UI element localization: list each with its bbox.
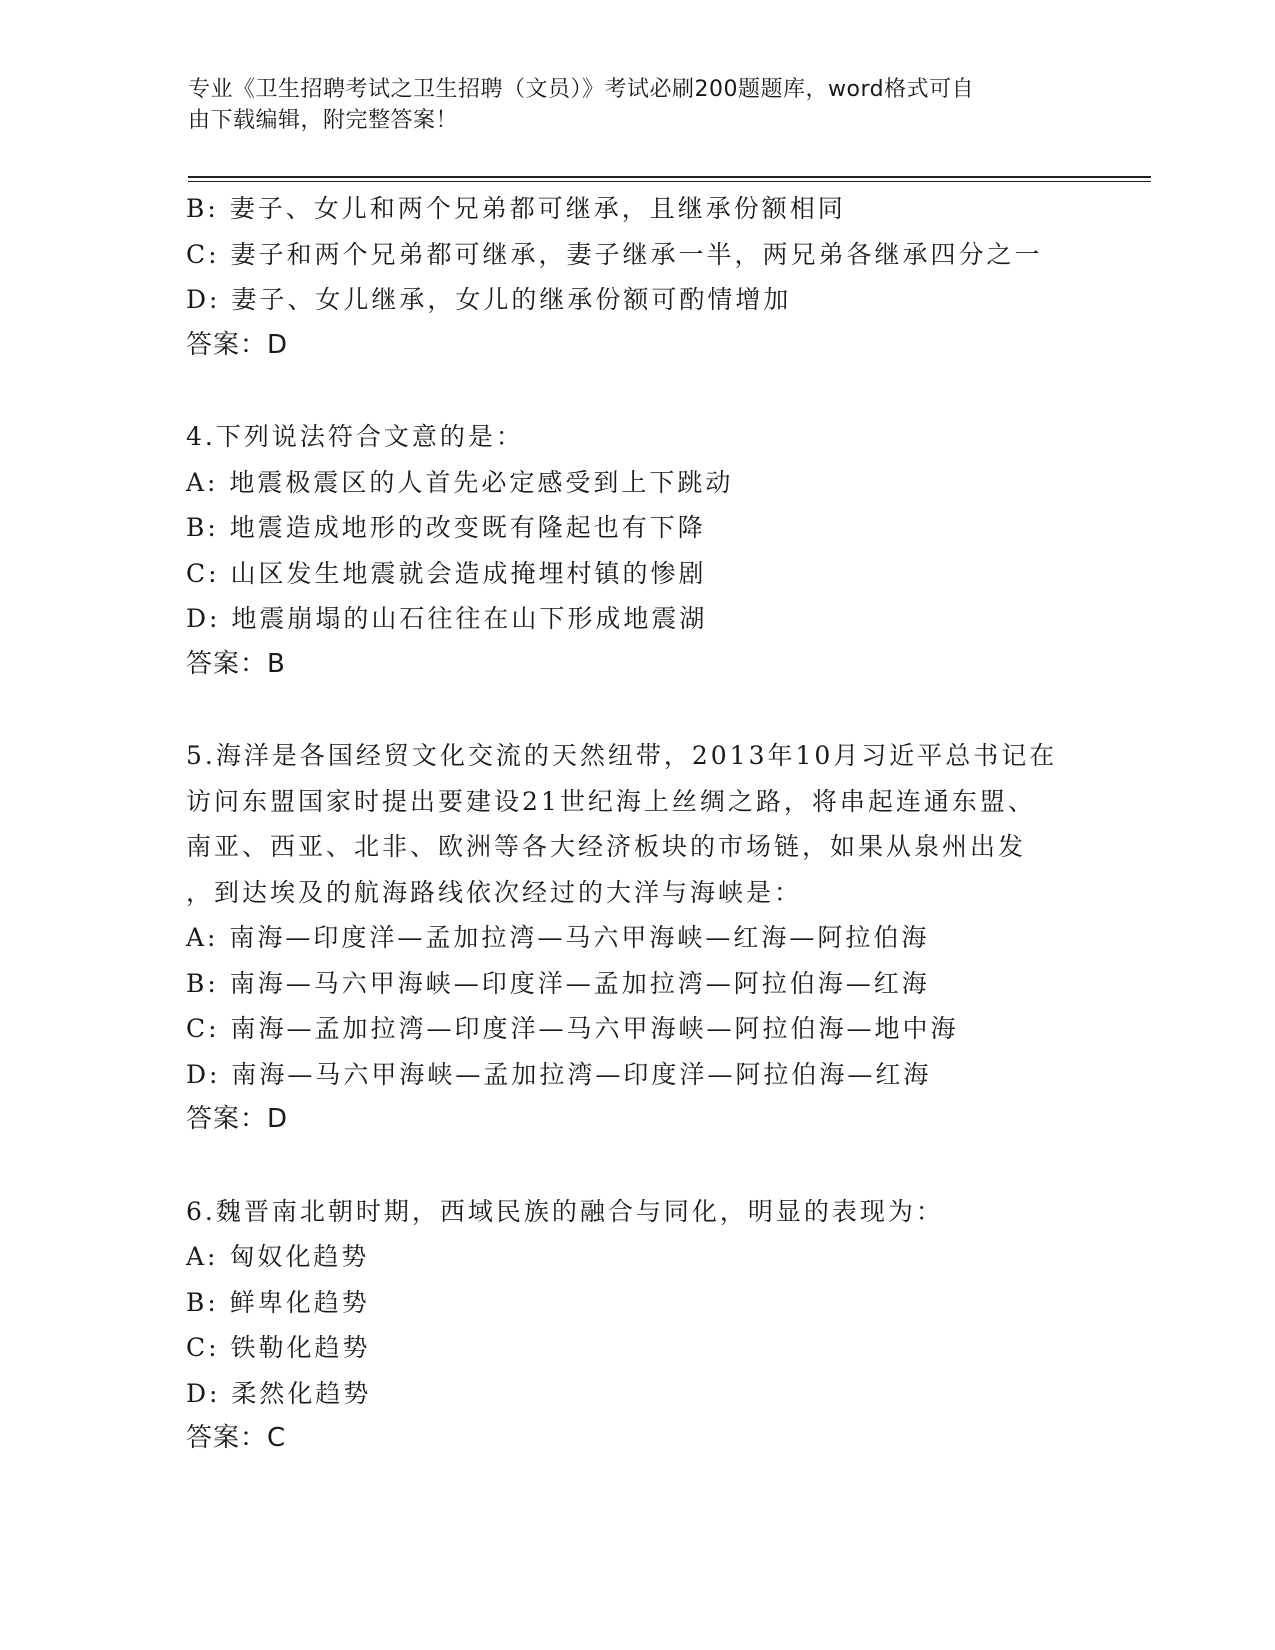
answer-label: 答案：D — [186, 1104, 289, 1134]
header-line-2: 由下载编辑，附完整答案！ — [188, 108, 459, 133]
option-d: D: 柔然化趋势 — [186, 1378, 372, 1408]
document-header — [188, 74, 1068, 136]
header-rule-thin — [188, 181, 1151, 182]
option-d: D: 南海—马六甲海峡—孟加拉湾—印度洋—阿拉伯海—红海 — [186, 1059, 932, 1089]
option-a: A: 匈奴化趋势 — [186, 1242, 370, 1271]
option-b: B: 妻子、女儿和两个兄弟都可继承，且继承份额相同 — [186, 194, 846, 223]
question-4-block — [186, 414, 1086, 687]
question-text: 6.魏晋南北朝时期，西域民族的融合与同化，明显的表现为： — [186, 1196, 944, 1226]
option-a: A: 南海—印度洋—孟加拉湾—马六甲海峡—红海—阿拉伯海 — [186, 923, 930, 952]
question-text-line: ，到达埃及的航海路线依次经过的大洋与海峡是： — [186, 877, 803, 907]
answer-label: 答案：C — [186, 1423, 287, 1453]
option-c: C: 南海—孟加拉湾—印度洋—马六甲海峡—阿拉伯海—地中海 — [186, 1014, 959, 1043]
option-d: D: 妻子、女儿继承，女儿的继承份额可酌情增加 — [186, 285, 792, 314]
option-d: D: 地震崩塌的山石往往在山下形成地震湖 — [186, 604, 708, 633]
question-text-line: 访问东盟国家时提出要建设21世纪海上丝绸之路，将串起连通东盟、 — [186, 786, 1036, 816]
question-text-line: 南亚、西亚、北非、欧洲等各大经济板块的市场链，如果从泉州出发 — [186, 832, 1027, 861]
document-body — [186, 186, 1086, 1462]
header-line-1: 专业《卫生招聘考试之卫生招聘（文员）》考试必刷200题题库，word格式可自 — [188, 77, 975, 102]
option-c: C: 山区发生地震就会造成掩埋村镇的惨剧 — [186, 558, 707, 588]
option-c: C: 妻子和两个兄弟都可继承，妻子继承一半，两兄弟各继承四分之一 — [186, 239, 1043, 269]
option-a: A: 地震极震区的人首先必定感受到上下跳动 — [186, 467, 734, 497]
question-5-block — [186, 733, 1086, 1143]
option-c: C: 铁勒化趋势 — [186, 1333, 371, 1362]
question-text-line: 5.海洋是各国经贸文化交流的天然纽带，2013年10月习近平总书记在 — [186, 741, 1058, 770]
header-rule-thick — [188, 176, 1151, 178]
answer-label: 答案：D — [186, 329, 289, 360]
option-b: B: 南海—马六甲海峡—印度洋—孟加拉湾—阿拉伯海—红海 — [186, 968, 930, 998]
option-b: B: 地震造成地形的改变既有隆起也有下降 — [186, 513, 706, 542]
question-3-block — [186, 186, 1086, 368]
question-6-block — [186, 1189, 1086, 1462]
answer-label: 答案：B — [186, 648, 286, 679]
question-text: 4.下列说法符合文意的是： — [186, 422, 524, 451]
option-b: B: 鲜卑化趋势 — [186, 1287, 370, 1317]
